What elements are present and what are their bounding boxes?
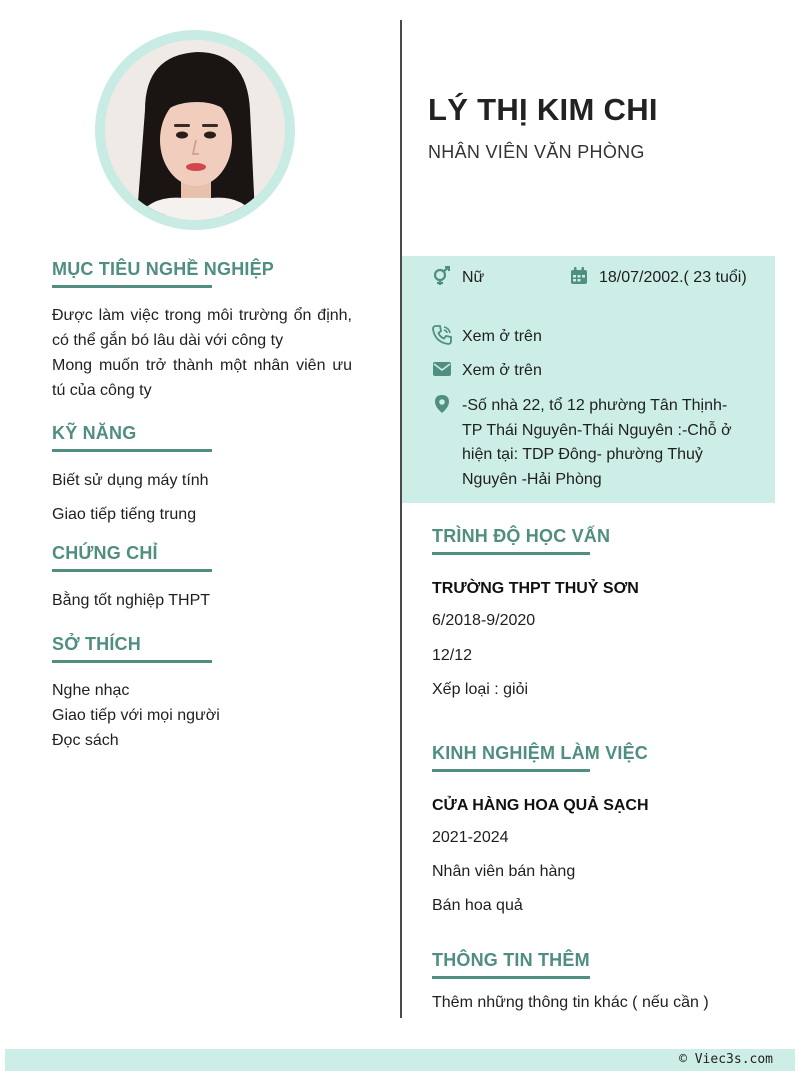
phone-value: Xem ở trên [462,328,542,345]
certificate-item: Bằng tốt nghiệp THPT [52,592,211,609]
section-title: THÔNG TIN THÊM [432,950,590,970]
objective-text [52,303,352,403]
section-underline [52,449,212,452]
extra-info-section [432,950,772,1015]
section-underline [52,660,212,663]
gender-value: Nữ [462,269,485,286]
education-section [432,526,772,702]
section-underline [52,285,212,288]
candidate-name: LÝ THỊ KIM CHI [428,92,658,127]
section-underline [432,976,590,979]
section-title: KỸ NĂNG [52,423,137,443]
section-title: KINH NGHIỆM LÀM VIỆC [432,743,649,763]
footer-bar [5,1049,795,1071]
section-underline [432,769,590,772]
job-title: NHÂN VIÊN VĂN PHÒNG [428,142,645,162]
experience-section [432,743,772,918]
hobbies-section [52,634,352,753]
experience-period: 2021-2024 [432,829,509,846]
address-value: -Số nhà 22, tổ 12 phường Tân Thịnh-TP Thái Nguyên-Thái Nguyên :-Chỗ ở hiện tại: TDP Đông- phường Thuỷ Nguyên -Hải Phòng [462,397,732,488]
education-grade: 12/12 [432,647,473,664]
copyright-text: © Viec3s.com [679,1052,773,1067]
email-icon [432,359,452,379]
column-divider [400,20,402,1018]
location-pin-icon [432,394,452,414]
calendar-icon [569,266,589,286]
section-title: SỞ THÍCH [52,634,141,654]
section-underline [52,569,212,572]
skill-item: Biết sử dụng máy tính [52,472,209,489]
certificates-section [52,543,352,613]
phone-icon [432,325,452,345]
experience-position: Nhân viên bán hàng [432,863,576,880]
school-name: TRƯỜNG THPT THUỶ SƠN [432,580,639,597]
section-title: CHỨNG CHỈ [52,543,158,563]
section-underline [432,552,590,555]
education-period: 6/2018-9/2020 [432,612,536,629]
company-name: CỬA HÀNG HOA QUẢ SẠCH [432,797,649,814]
avatar [105,40,285,220]
email-value: Xem ở trên [462,362,542,379]
portrait-image [105,40,285,220]
contact-info-panel [402,256,775,503]
skill-item: Giao tiếp tiếng trung [52,506,197,523]
career-objective-section [52,259,352,403]
avatar-frame [95,30,295,230]
gender-icon [432,266,452,286]
skills-section [52,423,352,527]
extra-info-text: Thêm những thông tin khác ( nếu cần ) [432,994,709,1011]
hobby-item: Nghe nhạc [52,682,130,699]
objective-line: Được làm việc trong môi trường ổn định, có thể gắn bó lâu dài với công ty [52,307,352,349]
experience-description: Bán hoa quả [432,897,523,914]
hobby-item: Giao tiếp với mọi người [52,707,220,724]
birthday-value: 18/07/2002.( 23 tuổi) [599,269,747,286]
objective-line: Mong muốn trở thành một nhân viên ưu tú của công ty [52,357,352,399]
hobby-item: Đọc sách [52,732,119,749]
section-title: MỤC TIÊU NGHỀ NGHIỆP [52,259,275,279]
education-rank: Xếp loại : giỏi [432,681,529,698]
section-title: TRÌNH ĐỘ HỌC VẤN [432,526,611,546]
